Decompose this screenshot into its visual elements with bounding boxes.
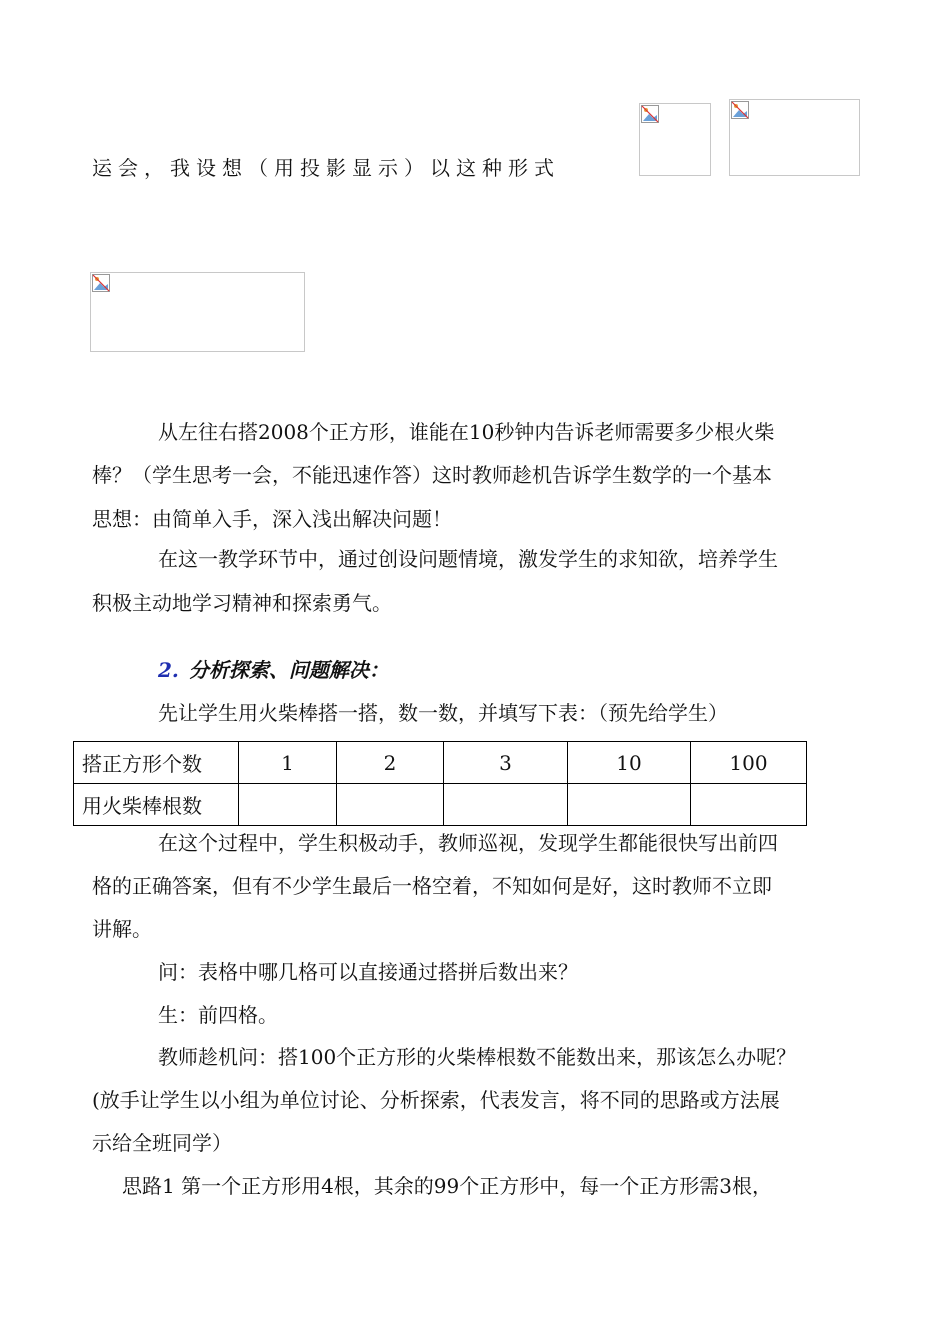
para4-line1: 在这个过程中，学生积极动手，教师巡视，发现学生都能很快写出前四	[158, 831, 778, 855]
section-number: 2.	[158, 658, 179, 682]
para5-line3: 示给全班同学）	[92, 1131, 232, 1155]
table-cell-empty	[444, 784, 568, 826]
table-row	[74, 784, 807, 826]
para1-line2: 棒？（学生思考一会，不能迅速作答）这时教师趁机告诉学生数学的一个基本	[92, 463, 772, 487]
intro-fragment: 运会，我设想（用投影显示）以这种形式	[92, 156, 560, 180]
broken-image-3	[90, 272, 305, 352]
table-cell-empty	[568, 784, 691, 826]
section-title: 分析探索、问题解决：	[188, 658, 389, 682]
para2-line2: 积极主动地学习精神和探索勇气。	[92, 591, 392, 615]
para1-line1: 从左往右搭2008个正方形，谁能在10秒钟内告诉老师需要多少根火柴	[158, 420, 775, 444]
table-cell-empty	[337, 784, 444, 826]
para4-line2: 格的正确答案，但有不少学生最后一格空着，不知如何是好，这时教师不立即	[92, 874, 772, 898]
table-cell-header: 用火柴棒根数	[74, 784, 239, 826]
table-cell: 100	[691, 742, 807, 784]
table-cell-empty	[691, 784, 807, 826]
table-cell-header: 搭正方形个数	[74, 742, 239, 784]
image-placeholder-icon	[731, 101, 749, 119]
para1-line3: 思想：由简单入手，深入浅出解决问题！	[92, 507, 452, 531]
table-cell: 2	[337, 742, 444, 784]
table-cell: 1	[239, 742, 337, 784]
matchstick-table	[73, 741, 807, 826]
broken-image-2	[729, 99, 860, 176]
para4-line3: 讲解。	[92, 917, 152, 941]
table-cell-empty	[239, 784, 337, 826]
table-cell: 10	[568, 742, 691, 784]
broken-image-1	[639, 103, 711, 176]
para2-line1: 在这一教学环节中，通过创设问题情境，激发学生的求知欲，培养学生	[158, 547, 778, 571]
idea1-line: 思路1 第一个正方形用4根，其余的99个正方形中，每一个正方形需3根，	[122, 1174, 772, 1198]
para5-line1: 教师趁机问：搭100个正方形的火柴棒根数不能数出来，那该怎么办呢？	[158, 1045, 797, 1069]
image-placeholder-icon	[92, 274, 110, 292]
table-row	[74, 742, 807, 784]
table-cell: 3	[444, 742, 568, 784]
section-2-heading	[158, 656, 389, 684]
question-line: 问：表格中哪几格可以直接通过搭拼后数出来？	[158, 960, 578, 984]
para5-line2: (放手让学生以小组为单位讨论、分析探索，代表发言，将不同的思路或方法展	[92, 1088, 780, 1112]
answer-line: 生：前四格。	[158, 1003, 278, 1027]
image-placeholder-icon	[641, 105, 659, 123]
para3: 先让学生用火柴棒搭一搭，数一数，并填写下表：（预先给学生）	[158, 701, 728, 725]
